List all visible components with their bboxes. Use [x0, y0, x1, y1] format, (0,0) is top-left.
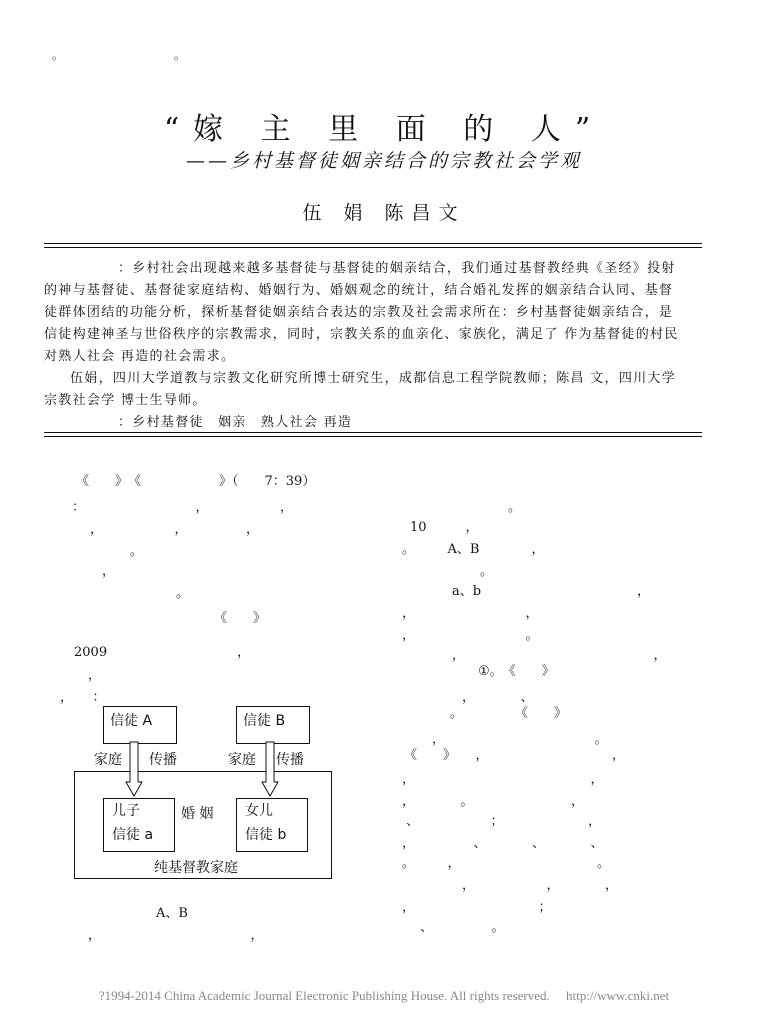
author-note-line: 宗教社会学 博士生导师。 — [44, 393, 207, 408]
body-right-line: 。 ， 。 — [402, 856, 611, 871]
son-believer-box — [103, 798, 175, 852]
family-label: 家庭 — [228, 752, 256, 768]
body-right-line: 。 A、B ， — [402, 542, 545, 557]
body-right-line: ， ， — [452, 648, 667, 663]
header-marks — [52, 46, 292, 63]
body-right-line: 。 《 》 — [450, 706, 568, 721]
body-left-line: ： ， ， — [72, 500, 294, 515]
family-label: 家庭 — [94, 752, 122, 768]
abstract-line: 信徒构建神圣与世俗秩序的宗教需求，同时，宗教关系的血亲化、家族化，满足了 作为基督徒的村民 — [44, 327, 679, 342]
author-note-line: 伍娟，四川大学道教与宗教文化研究所博士研究生，成都信息工程学院教师；陈昌 文，四川大学 — [70, 371, 677, 386]
believer-b-box — [236, 706, 310, 744]
daughter-label: 女儿 — [245, 803, 273, 819]
article-subtitle: ——乡村基督徒姻亲结合的宗教社会学观 — [185, 150, 582, 172]
header-mark: 。 — [52, 48, 65, 62]
body-right-line: ， ； — [402, 900, 552, 915]
body-right-line: ， ， ， — [462, 878, 619, 893]
body-right-line: 、 ； ， — [406, 814, 602, 829]
article-title: “嫁 主 里 面 的 人” — [163, 112, 605, 147]
body-right-line: ， 。 — [432, 732, 608, 747]
daughter-believer-box — [236, 798, 308, 852]
header-mark: 。 — [173, 48, 186, 62]
body-left-line: 《 》 — [214, 611, 267, 626]
body-left-line: 《 》 《 》（ 7：39） — [76, 474, 316, 489]
body-right-line: a、b ， — [452, 584, 651, 599]
body-right-line: 《 》 ， ， — [404, 748, 626, 763]
body-right-line: ， ， — [402, 606, 539, 621]
son-believer-label: 信徒 a — [112, 827, 154, 843]
article-authors: 伍 娟 陈昌文 — [302, 202, 466, 224]
body-right-line: 。 — [508, 500, 522, 515]
son-label: 儿子 — [112, 803, 140, 819]
body-right-line: ， ， — [402, 772, 604, 787]
body-right-line: 、 。 — [420, 920, 505, 935]
abstract-block — [44, 258, 702, 434]
pure-christian-family-caption: 纯基督教家庭 — [154, 860, 238, 876]
body-right-line: 。 — [480, 564, 494, 579]
body-left-line: 。 — [130, 544, 144, 559]
down-arrow-left — [126, 742, 146, 800]
copyright-footer: ?1994-2014 China Academic Journal Electronic Publishing House. All rights reserved. http://www.cnki.net — [98, 988, 670, 1003]
abstract-line: 对熟人社会 再造的社会需求。 — [44, 349, 236, 364]
body-right-line: ， 、 、 、 — [402, 836, 604, 851]
believer-b-label: 信徒 B — [243, 713, 286, 729]
body-left-line: ， — [102, 564, 116, 579]
body-right-line: ， 、 — [462, 690, 534, 705]
believer-a-box — [103, 706, 177, 744]
down-arrow-right — [262, 742, 282, 800]
body-left-line: 2009 ， — [74, 645, 251, 660]
body-left-line: 。 — [176, 586, 190, 601]
marriage-label: 婚 姻 — [181, 806, 214, 822]
body-right-line: ， 。 — [402, 628, 539, 643]
body-left-line: ， — [88, 668, 102, 683]
body-left-line: ， ： — [60, 690, 106, 705]
body-right-line: ①。 《 》 — [478, 664, 555, 679]
abstract-top-rule — [44, 243, 702, 248]
abstract-line: 徒群体团结的功能分析，探析基督徒姻亲结合表达的宗教及社会需求所在：乡村基督徒姻亲结合，是 — [44, 305, 674, 320]
body-left-line: A、B — [156, 906, 188, 921]
believer-a-label: 信徒 A — [110, 713, 153, 729]
abstract-line: ：乡村社会出现越来越多基督徒与基督徒的姻亲结合，我们通过基督教经典《圣经》投射 — [118, 261, 676, 276]
body-left-line: ， ， ， — [90, 522, 260, 537]
abstract-line: 的神与基督徒、基督徒家庭结构、婚姻行为、婚姻观念的统计，结合婚礼发挥的姻亲结合认同、基督 — [44, 283, 674, 298]
keywords: ：乡村基督徒 姻亲 熟人社会 再造 — [118, 415, 353, 430]
daughter-believer-label: 信徒 b — [245, 827, 287, 843]
spread-label: 传播 — [149, 752, 177, 768]
body-left-line: ， ， — [88, 928, 264, 943]
body-right-line: 10 ， — [410, 520, 479, 535]
spread-label: 传播 — [276, 752, 304, 768]
body-right-line: ， 。 ， — [402, 794, 585, 809]
